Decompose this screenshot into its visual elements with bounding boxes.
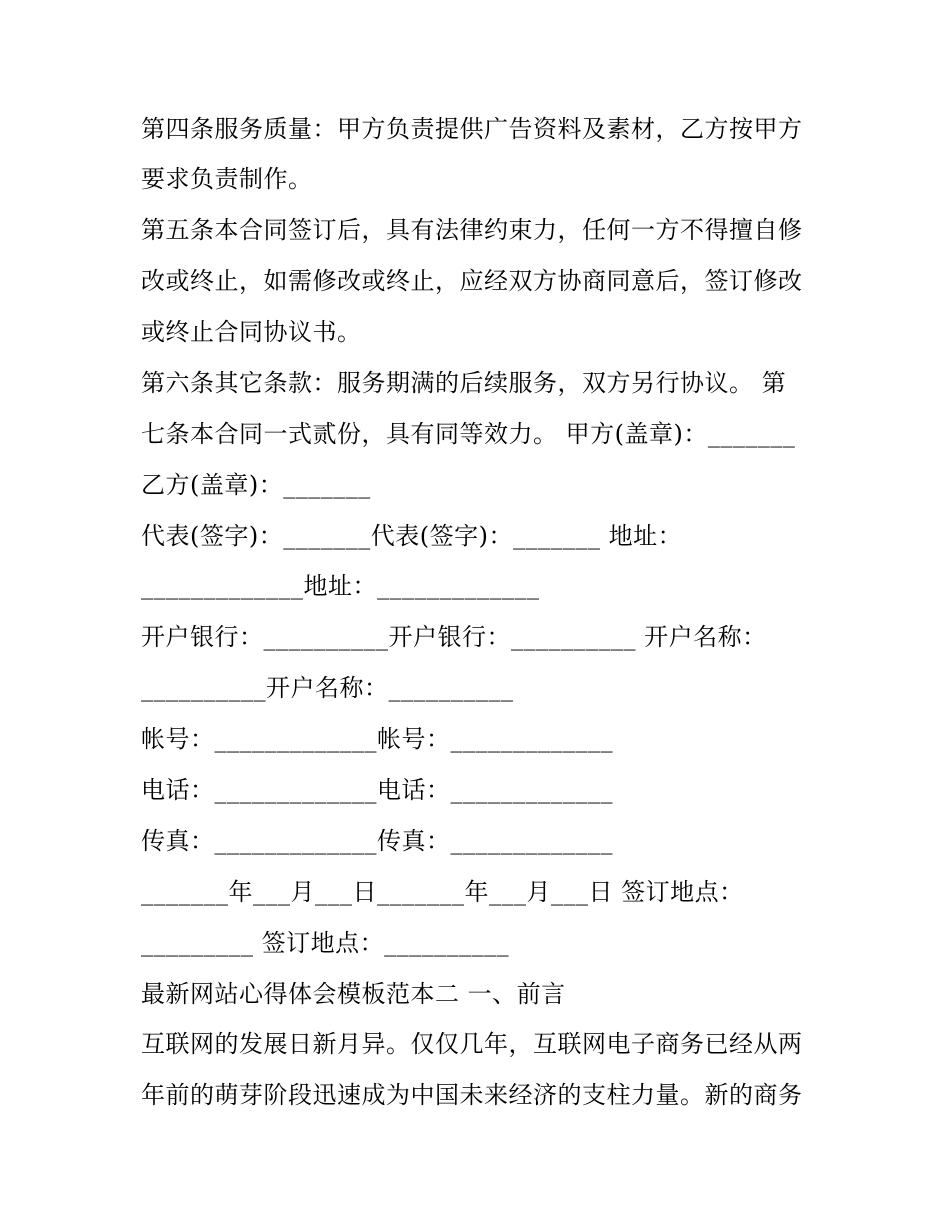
text-line: __________开户名称：__________	[141, 674, 514, 702]
text-line: 互联网的发展日新月异。仅仅几年，互联网电子商务已经从两	[141, 1030, 803, 1058]
section-heading: 最新网站心得体会模板范本二 一、前言	[141, 980, 566, 1008]
text-line: 要求负责制作。	[141, 165, 313, 193]
text-line: _______年___月___日_______年___月___日 签订地点：	[141, 878, 744, 906]
text-line: 第六条其它条款：服务期满的后续服务，双方另行协议。 第	[141, 369, 787, 397]
text-line: 第四条服务质量：甲方负责提供广告资料及素材，乙方按甲方	[141, 115, 803, 143]
text-line: 乙方(盖章)：_______	[141, 471, 371, 499]
text-line: _________ 签订地点：__________	[141, 929, 510, 957]
text-line: 第五条本合同签订后，具有法律约束力，任何一方不得擅自修	[141, 216, 803, 244]
text-line: 传真：_____________传真：_____________	[141, 827, 613, 855]
text-line: 电话：_____________电话：_____________	[141, 776, 613, 804]
text-line: 改或终止，如需修改或终止，应经双方协商同意后，签订修改	[141, 267, 803, 295]
text-line: 代表(签字)：_______代表(签字)：_______ 地址：	[141, 522, 683, 550]
text-line: 或终止合同协议书。	[141, 318, 362, 346]
text-line: _____________地址：_____________	[141, 572, 540, 600]
text-line: 帐号：_____________帐号：_____________	[141, 725, 613, 753]
text-line: 年前的萌芽阶段迅速成为中国未来经济的支柱力量。新的商务	[141, 1081, 803, 1109]
text-line: 七条本合同一式贰份，具有同等效力。 甲方(盖章)：_______	[141, 420, 796, 448]
text-line: 开户银行：__________开户银行：__________ 开户名称：	[141, 623, 767, 651]
